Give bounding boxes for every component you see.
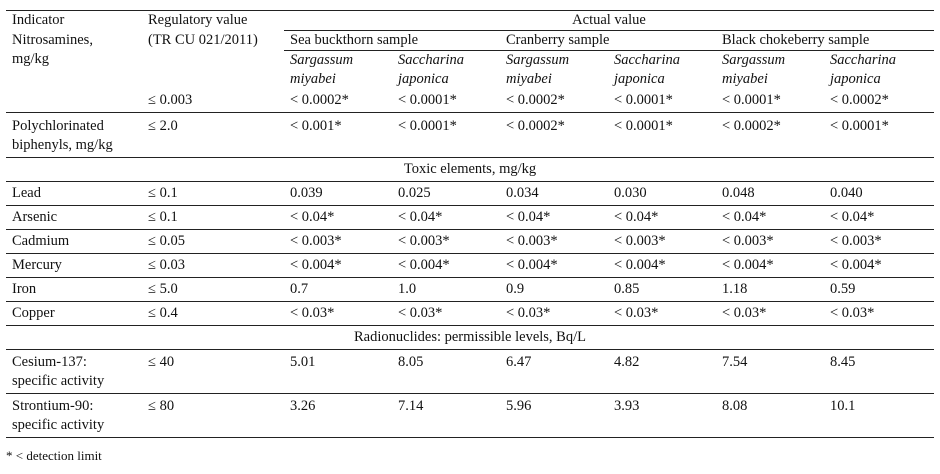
value-cell: < 0.0001* — [716, 89, 824, 113]
header-regulatory-standard: (TR CU 021/2011) — [148, 31, 258, 48]
value-cell: 4.82 — [608, 350, 716, 394]
value-cell: 8.08 — [716, 394, 824, 438]
row-label: Cesium-137: specific activity — [6, 350, 142, 394]
value-cell: 0.9 — [500, 278, 608, 302]
header-actual-value: Actual value — [284, 11, 934, 31]
value-cell: 8.45 — [824, 350, 934, 394]
value-cell: < 0.0002* — [716, 113, 824, 158]
value-cell: < 0.03* — [824, 302, 934, 326]
value-cell: < 0.04* — [716, 206, 824, 230]
table-row — [6, 278, 934, 302]
value-cell: 0.025 — [392, 182, 500, 206]
table-row — [6, 182, 934, 206]
value-cell: < 0.03* — [500, 302, 608, 326]
value-cell: < 0.04* — [392, 206, 500, 230]
value-cell: < 0.003* — [716, 230, 824, 254]
value-cell: < 0.03* — [284, 302, 392, 326]
reg-value: ≤ 0.003 — [142, 89, 284, 113]
value-cell: 10.1 — [824, 394, 934, 438]
value-cell: < 0.004* — [824, 254, 934, 278]
row-label: Iron — [6, 278, 142, 302]
value-cell: < 0.004* — [500, 254, 608, 278]
value-cell: 0.039 — [284, 182, 392, 206]
species-header: Saccharina japonica — [830, 52, 897, 87]
value-cell: 0.7 — [284, 278, 392, 302]
row-label: Strontium-90: specific activity — [6, 394, 142, 438]
pcb-label: Polychlorinated biphenyls, mg/kg — [6, 113, 142, 158]
section-toxic-elements: Toxic elements, mg/kg — [6, 158, 934, 182]
value-cell: < 0.0002* — [500, 113, 608, 158]
value-cell: 0.030 — [608, 182, 716, 206]
row-label: Cadmium — [6, 230, 142, 254]
value-cell: < 0.04* — [500, 206, 608, 230]
value-cell: 7.54 — [716, 350, 824, 394]
header-sample-sea-buckthorn: Sea buckthorn sample — [284, 31, 500, 51]
value-cell: 3.26 — [284, 394, 392, 438]
value-cell: < 0.03* — [392, 302, 500, 326]
header-indicator: Indicator — [6, 11, 142, 31]
value-cell: 5.96 — [500, 394, 608, 438]
reg-value: ≤ 0.03 — [142, 254, 284, 278]
species-header: Sargassum miyabei — [722, 52, 786, 87]
value-cell: < 0.003* — [824, 230, 934, 254]
value-cell: 1.18 — [716, 278, 824, 302]
value-cell: < 0.003* — [392, 230, 500, 254]
value-cell: < 0.0001* — [608, 113, 716, 158]
value-cell: 0.034 — [500, 182, 608, 206]
value-cell: < 0.004* — [608, 254, 716, 278]
reg-value: ≤ 40 — [142, 350, 284, 394]
results-table — [6, 10, 934, 438]
reg-value: ≤ 0.4 — [142, 302, 284, 326]
value-cell: < 0.03* — [716, 302, 824, 326]
value-cell: < 0.0002* — [284, 89, 392, 113]
value-cell: < 0.0002* — [824, 89, 934, 113]
value-cell: < 0.004* — [392, 254, 500, 278]
section-radionuclides: Radionuclides: permissible levels, Bq/L — [6, 326, 934, 350]
table-row — [6, 394, 934, 438]
value-cell: < 0.04* — [824, 206, 934, 230]
value-cell: 0.85 — [608, 278, 716, 302]
row-label: Mercury — [6, 254, 142, 278]
value-cell: < 0.003* — [608, 230, 716, 254]
value-cell: 3.93 — [608, 394, 716, 438]
row-label: Arsenic — [6, 206, 142, 230]
row-label: Copper — [6, 302, 142, 326]
nitrosamines-label: Nitrosamines, mg/kg — [12, 31, 93, 67]
footnote: * < detection limit — [6, 448, 102, 463]
table-row — [6, 302, 934, 326]
value-cell: < 0.003* — [284, 230, 392, 254]
value-cell: < 0.04* — [608, 206, 716, 230]
value-cell: < 0.0002* — [500, 89, 608, 113]
value-cell: < 0.0001* — [392, 113, 500, 158]
value-cell: < 0.0001* — [392, 89, 500, 113]
value-cell: 0.048 — [716, 182, 824, 206]
reg-value: ≤ 5.0 — [142, 278, 284, 302]
reg-value: ≤ 80 — [142, 394, 284, 438]
value-cell: 7.14 — [392, 394, 500, 438]
value-cell: < 0.0001* — [824, 113, 934, 158]
value-cell: 5.01 — [284, 350, 392, 394]
value-cell: 6.47 — [500, 350, 608, 394]
value-cell: < 0.004* — [716, 254, 824, 278]
value-cell: < 0.03* — [608, 302, 716, 326]
species-header: Saccharina japonica — [398, 52, 465, 87]
table-row — [6, 350, 934, 394]
reg-value: ≤ 0.05 — [142, 230, 284, 254]
value-cell: < 0.001* — [284, 113, 392, 158]
value-cell: 1.0 — [392, 278, 500, 302]
reg-value: ≤ 0.1 — [142, 182, 284, 206]
value-cell: < 0.0001* — [608, 89, 716, 113]
table-row — [6, 254, 934, 278]
header-sample-black-chokeberry: Black chokeberry sample — [716, 31, 934, 51]
value-cell: 0.59 — [824, 278, 934, 302]
species-header: Saccharina japonica — [614, 52, 681, 87]
header-sample-cranberry: Cranberry sample — [500, 31, 716, 51]
value-cell: < 0.004* — [284, 254, 392, 278]
reg-value: ≤ 0.1 — [142, 206, 284, 230]
value-cell: < 0.04* — [284, 206, 392, 230]
table-row — [6, 206, 934, 230]
species-header: Sargassum miyabei — [506, 52, 570, 87]
value-cell: 0.040 — [824, 182, 934, 206]
reg-value: ≤ 2.0 — [142, 113, 284, 158]
value-cell: 8.05 — [392, 350, 500, 394]
value-cell: < 0.003* — [500, 230, 608, 254]
species-header: Sargassum miyabei — [290, 52, 354, 87]
table-row — [6, 230, 934, 254]
row-label: Lead — [6, 182, 142, 206]
header-regulatory: Regulatory value — [142, 11, 284, 31]
